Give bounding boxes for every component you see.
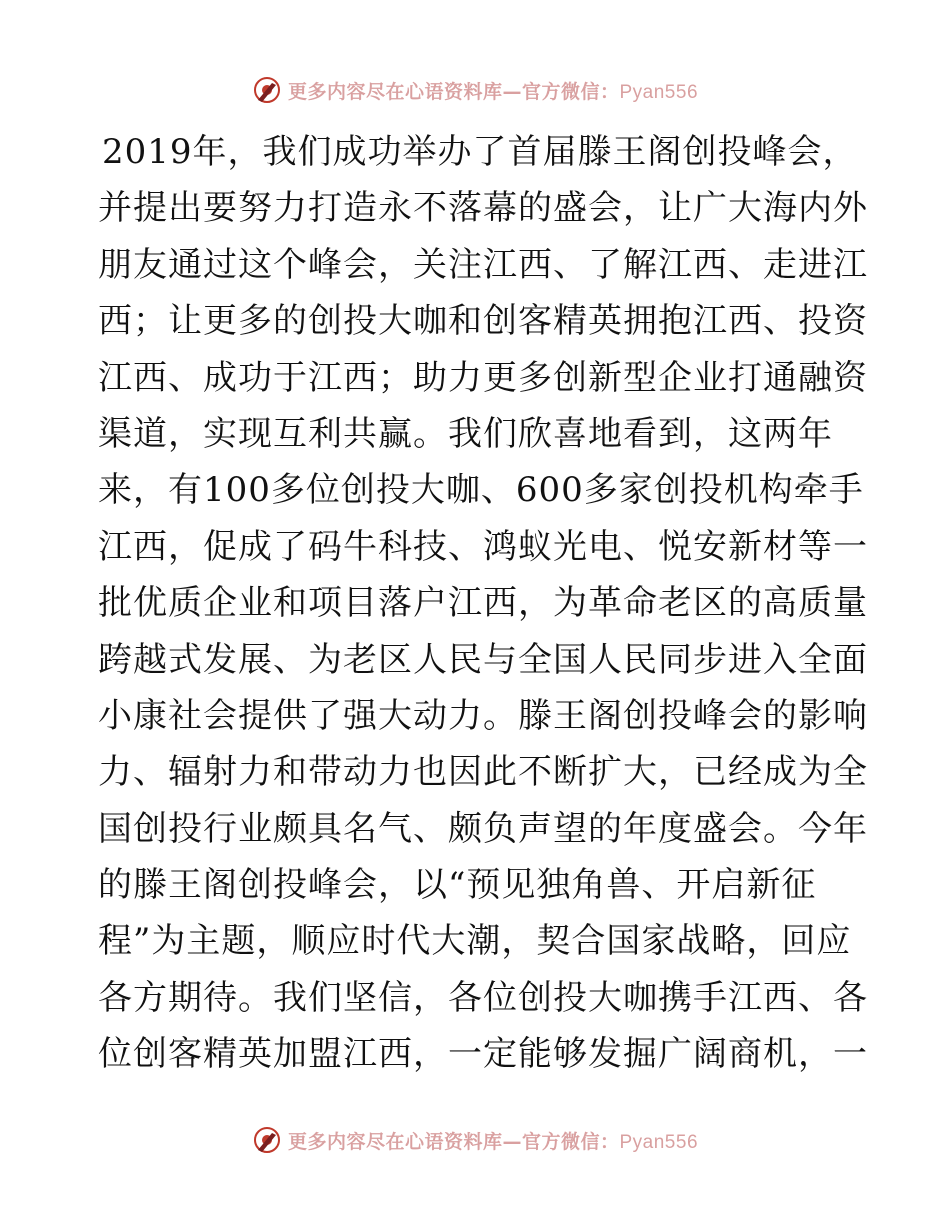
watermark-banner-top [0,72,950,108]
text-line: 渠道，实现互利共赢。我们欣喜地看到，这两年 [98,413,833,454]
watermark-wechat-id: Pyan556 [619,1131,699,1153]
text-line: 2019年，我们成功举办了首届滕王阁创投峰会， [102,132,858,172]
text-line: 批优质企业和项目落户江西，为革命老区的高质量 [98,583,868,624]
text-line: 朋友通过这个峰会，关注江西、了解江西、走进江 [98,244,868,285]
watermark-main-text: 更多内容尽在心语资料库 [287,1130,503,1153]
watermark-dash: — [502,80,522,103]
watermark-wechat-id: Pyan556 [619,81,699,103]
text-line: 小康社会提供了强大动力。滕王阁创投峰会的影响 [98,695,868,736]
text-line: 并提出要努力打造永不落幕的盛会，让广大海内外 [98,188,868,229]
text-line: 力、辐射力和带动力也因此不断扩大，已经成为全 [98,752,868,793]
text-line: 位创客精英加盟江西，一定能够发掘广阔商机，一 [98,1034,868,1075]
watermark-wechat-label: 官方微信： [521,80,620,103]
text-line: 西；让更多的创投大咖和创客精英拥抱江西、投资 [98,301,868,342]
watermark-dash: — [502,1130,522,1153]
watermark-text [288,77,698,104]
text-line: 各方期待。我们坚信，各位创投大咖携手江西、各 [98,977,868,1018]
text-line: 来，有100多位创投大咖、600多家创投机构牵手 [98,470,864,511]
text-line: 的滕王阁创投峰会，以“预见独角兽、开启新征 [98,865,817,906]
watermark-text [288,1127,698,1154]
watermark-main-text: 更多内容尽在心语资料库 [287,80,503,103]
pen-seal-icon [252,1125,282,1155]
text-line: 国创投行业颇具名气、颇负声望的年度盛会。今年 [98,808,868,849]
document-body [98,124,868,1083]
text-line: 江西，促成了码牛科技、鸿蚁光电、悦安新材等一 [98,526,868,567]
text-line: 跨越式发展、为老区人民与全国人民同步进入全面 [98,639,868,680]
watermark-wechat-label: 官方微信： [521,1130,620,1153]
pen-seal-icon [252,75,282,105]
text-line: 江西、成功于江西；助力更多创新型企业打通融资 [98,357,868,398]
text-line: 程”为主题，顺应时代大潮，契合国家战略，回应 [98,921,852,962]
watermark-banner-bottom [0,1122,950,1158]
